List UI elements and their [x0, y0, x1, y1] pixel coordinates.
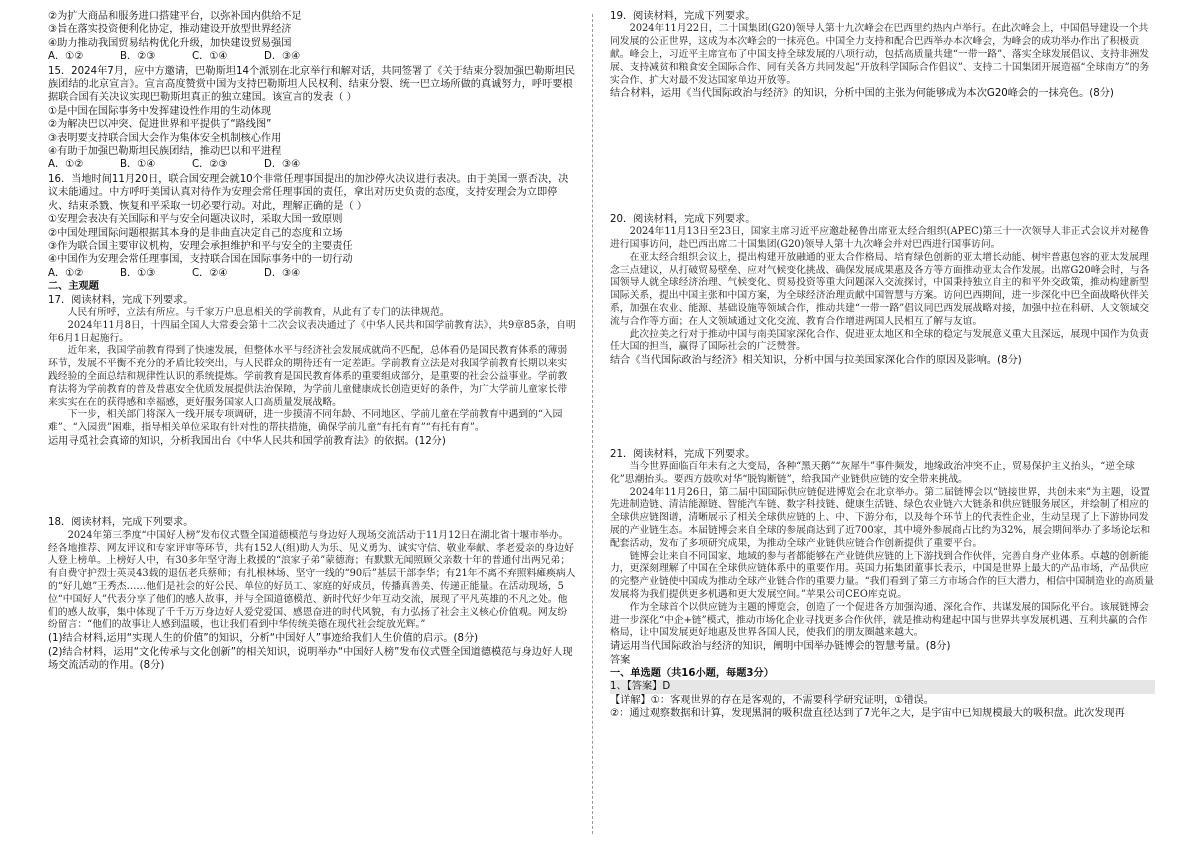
question-19-head: 19．阅读材料，完成下列要求。: [610, 11, 756, 22]
answer-detail: 【详解】①：客观世界的存在是客观的，不需要科学研究证明，①错误。: [610, 694, 934, 706]
answer-detail: ②：通过观察数据和计算，发现黑洞的吸积盘直径达到了7光年之大，是宇宙中已知规模最大的吸积盘。此次发现再: [610, 708, 1125, 720]
question-21-head: 21．阅读材料，完成下列要求。: [610, 448, 756, 460]
material-paragraph: 下一步，相关部门将深入一线开展专项调研，进一步摸清不同年龄、不同地区、学前儿童在学前教育中遇到的“入园难”、“入园贵”困难，指导相关单位采取有针对性的帮扶措施，确保学前儿童“有托有育”“有托有育”。: [48, 409, 563, 434]
material-paragraph: 2024年11月8日，十四届全国人大常委会第十二次会议表决通过了《中华人民共和国学前教育法》，共9章85条，自明年6月1日起施行。: [48, 319, 576, 344]
option-line: ②为扩大商品和服务进口搭建平台，以弥补国内供给不足: [48, 11, 302, 22]
answer-space: [610, 368, 1155, 448]
choice-row: [48, 50, 576, 63]
choice-row: [48, 158, 576, 171]
option-line: ①安理会表决有关国际和平与安全问题决议时，采取大国一致原则: [48, 214, 343, 226]
choice-a: A．①②: [48, 267, 84, 279]
material-paragraph: 链博会让来自不同国家、地域的参与者都能够在产业链供应链的上下游找到合作伙伴，完善自身产业体系。卓越的创新能力，更深刻理解了中国在全球供应链体系中的重要作用。英国力拓集团董事长表示，中国是世界上最大的产品市场，产品供应的完整产业链使中国成为推动全球产业链合作的重要力量。“我们看到了第三方市场合作的巨大潜力，相信中国制造业的高质量发展将为我们提供更多机遇和更大发展空间。”苹果公司CEO库克说。: [610, 550, 1154, 600]
question-18-ask-2: (2)结合材料，运用“文化传承与文化创新”的相关知识，说明举办“中国好人榜”发布仪式暨全国道德模范与身边好人现场交流活动的作用。(8分): [48, 646, 573, 671]
choice-c: C．②③: [192, 159, 228, 171]
question-15-stem: 15．2024年7月，应中方邀请，巴勒斯坦14个派别在北京举行和解对话，共同签署了《关于结束分裂加强巴勒斯坦民族团结的北京宣言》。宣言高度赞赏中国为支持巴勒斯坦人民权利、结束分裂、统一巴立场所做的真诚努力，呼吁要根据联合国有关决议实现巴勒斯坦真正的独立建国。该宣言的发表（ ）: [48, 65, 575, 104]
material-paragraph: 近年来，我国学前教育得到了快速发展，但整体水平与经济社会发展成就尚不匹配，总体看仍是国民教育体系的薄弱环节，发展不平衡不充分的矛盾比较突出，与人民群众的期待还有一定差距。学前教育立法是对我国学前教育长期以来实践经验的全面总结和规律性认识的系统提炼。学前教育是国民教育体系的重要组成部分，是重要的社会公益事业。学前教育法将为学前教育的普及普惠安全优质发展提供法治保障，为学前儿童健康成长创造更好的条件，为广大学前儿童家长带来实实在在的获得感和幸福感，更好服务国家人口高质量发展战略。: [48, 345, 568, 408]
option-line: ③表明要支持联合国大会作为集体安全机制核心作用: [48, 132, 282, 144]
choice-b: B．②③: [120, 51, 156, 63]
option-line: ④中国作为安理会常任理事国，支持联合国在国际事务中的一切行动: [48, 254, 353, 266]
material-paragraph: 作为全球首个以供应链为主题的博览会，创造了一个促进各方加强沟通、深化合作、共谋发展的国际化平台。该展链博会进一步深化“中企+链”模式，推动市场化企业寻找更多合作伙伴，就是推动构建起中国与世界共享发展机遇、互利共赢的合作格局，让中国发展更好地惠及世界各国人民，使我们的朋友圈越来越大。: [610, 601, 1149, 639]
option-line: ④助力推动我国贸易结构优化升级，加快建设贸易强国: [48, 37, 292, 49]
answer-space: [610, 101, 1155, 213]
material-paragraph: 当今世界面临百年未有之大变局，各种“黑天鹅”“灰犀牛”事件频发，地缘政治冲突不止，贸易保护主义抬头，“逆全球化”思潮抬头。要西方鼓吹对华“脱钩断链”，给我国产业链供应链的安全带来挑战。: [610, 460, 1135, 485]
option-line: ③作为联合国主要审议机构，安理会承担维护和平与安全的主要责任: [48, 240, 353, 252]
question-18-head: 18．阅读材料，完成下列要求。: [48, 517, 194, 529]
choice-row: [48, 267, 576, 280]
choice-a: A．①②: [48, 51, 84, 63]
question-17-head: 17．阅读材料，完成下列要求。: [48, 294, 194, 306]
material-paragraph: 2024年11月26日，第二届中国国际供应链促进博览会在北京举办。第二届链博会以“链接世界，共创未来”为主题，设置先进制造链、清洁能源链、智能汽车链、数字科技链、健康生活链、绿色农业链六大链条和供应链服务展区，并绘制了相应的全球供应链图谱，清晰展示了相关全球供应链的上、中、下游分布，以及每个环节上的代表性企业，生动呈现了上下游协同发展的产业链生态。本届链博会来自全球的参展商达到了近700家，其中境外参展商占比约为32%，展会期间举办了多场论坛和配套活动，发布了多项研究成果，为推动全球产业链供应链合作创新提供了重要平台。: [610, 486, 1151, 549]
question-17-ask: 运用寻觅社会真谛的知识，分析我国出台《中华人民共和国学前教育法》的依据。(12分): [48, 435, 446, 447]
material-paragraph: 2024年11月22日，二十国集团(G20)领导人第十九次峰会在巴西里约热内卢举行。在此次峰会上，中国倡导建设一个共同发展的公正世界，这成为本次峰会的一抹亮色。中国全力支持和配合巴西举办本次峰会，为峰会的成功举办作出了积极贡献。峰会上，习近平主席宣布了中国支持全球发展的八项行动，包括高质量共建“一带一路”、落实全球发展倡议、支持非洲发展、支持减贫和粮食安全国际合作、同有关各方共同发起“开放科学国际合作倡议”、支持二十国集团开展造福“全球南方”的务实合作、扩大对最不发达国家单边开放等。: [610, 23, 1150, 86]
option-line: ②中国处理国际问题根据其本身的是非曲直决定自己的态度和立场: [48, 227, 343, 239]
choice-d: D．③④: [264, 51, 301, 63]
question-20-head: 20．阅读材料，完成下列要求。: [610, 213, 756, 225]
question-19-ask: 结合材料，运用《当代国际政治与经济》的知识，分析中国的主张为何能够成为本次G20峰会的一抹亮色。(8分): [610, 88, 1114, 100]
choice-d: D．③④: [264, 267, 301, 279]
choice-b: B．①③: [120, 267, 156, 279]
material-paragraph: 在亚太经合组织会议上，提出构建开放融通的亚太合作格局、培育绿色创新的亚太增长动能、树牢普惠包容的亚太发展理念三点建议，从打破贸易壁垒、应对气候变化挑战、确保发展成果惠及各方等方面推动亚太合作发展。出席G20峰会时，与各国领导人就全球经济治理、气候变化、贸易投资等重大问题深入交流探讨，中国秉持独立自主的和平外交政策，推动构建新型国际关系，提出中国主张和中国方案，为全球经济治理贡献中国智慧与方案。访问巴西期间，进一步深化中巴全面战略伙伴关系，加强在农业、能源、基础设施等领域合作，推动共建“一带一路”倡议同巴西发展战略对接，加强中拉在科研、人文领域交流与合作等方面；在人文领域通过文化交流、教育合作增进两国人民相互了解与友谊。: [610, 251, 1150, 327]
material-paragraph: 2024年第三季度“中国好人榜”发布仪式暨全国道德模范与身边好人现场交流活动于11月12日在湖北省十堰市举办。经各地推荐、网友评议和专家评审等环节，共有152人(组)助人为乐、见义勇为、诚实守信、敬业奉献、孝老爱亲的身边好人登上榜单。上榜好人中，有30多年坚守海上救援的“浪家子弟”蒙德海；有默默无闻照顾父亲数十年的普通付出两兄弟；有自费守护烈士英灵43载的退伍老兵蔡师；有扎根林场、坚守一线的“90后”基层干部李华；有21年不离不弃照料瘫痪病人的“好儿媳”王秀杰……他们是社会的好公民、单位的好员工、家庭的好成员，传播真善美、传递正能量。在活动现场，5位“中国好人”代表分享了他们的感人故事，并与全国道德模范、新时代好少年互动交流，展现了平凡英雄的不凡之处。他们的感人故事，集中体现了千千万万身边好人爱党爱国、感恩奋进的时代风貌，有力弘扬了社会主义核心价值观。网友纷纷留言：“他们的故事让人感到温暖，也让我们看到中华传统美德在现代社会绽放光辉。”: [48, 529, 576, 631]
section-heading: 二、主观题: [48, 281, 99, 293]
material-paragraph: 2024年11月13日至23日，国家主席习近平应邀赴秘鲁出席亚太经合组织(APEC)第三十一次领导人非正式会议并对秘鲁进行国事访问，赴巴西出席二十国集团(G20)领导人第十九次峰会并对巴西进行国事访问。: [610, 226, 1150, 250]
option-line: ④有助于加强巴勒斯坦民族团结，推动巴以和平进程: [48, 146, 282, 158]
answer-label: 答案: [610, 654, 631, 666]
answer-section-heading: 一、单选题（共16小题，每题3分）: [610, 667, 774, 679]
option-line: ②为解决巴以冲突、促进世界和平提供了“路线图”: [48, 119, 272, 131]
answer-line: 1、【答案】D: [610, 680, 1155, 693]
choice-b: B．①④: [120, 159, 156, 171]
column-divider: [592, 14, 593, 834]
question-16-stem: 16．当地时间11月20日，联合国安理会就10个非常任理事国提出的加沙停火决议进行表决。由于美国一票否决，决议未能通过。中方呼吁美国认真对待作为安理会常任理事国的责任，拿出对历史负责的态度，支持安理会为立即停火、结束杀戮、恢复和平采取一切必要行动。对此，理解正确的是（ ）: [48, 173, 569, 212]
option-line: ③旨在落实投资便利化协定，推动建设开放型世界经济: [48, 24, 292, 36]
choice-d: D．③④: [264, 159, 301, 171]
question-21-ask: 请运用当代国际政治与经济的知识，阐明中国举办链博会的智慧考量。(8分): [610, 641, 951, 653]
option-line: ①是中国在国际事务中发挥建设性作用的生动体现: [48, 105, 272, 117]
question-18-ask-1: (1)结合材料,运用“实现人生的价值”的知识，分析“中国好人”事迹给我们人生价值的启示。(8分): [48, 633, 479, 645]
material-paragraph: 人民有所呼，立法有所应。与千家万户息息相关的学前教育，从此有了专门的法律规范。: [67, 306, 450, 318]
choice-a: A．①②: [48, 159, 84, 171]
material-paragraph: 此次拉美之行对于推动中国与南美国家深化合作、促进亚太地区和全球的稳定与发展意义重大且深远，展现中国作为负责任大国的担当，赢得了国际社会的广泛赞誉。: [610, 328, 1149, 353]
right-column: [610, 10, 1155, 721]
choice-c: C．②④: [192, 267, 228, 279]
choice-c: C．①④: [192, 51, 228, 63]
answer-space: [48, 448, 576, 516]
question-20-ask: 结合《当代国际政治与经济》相关知识，分析中国与拉美国家深化合作的原因及影响。(8分): [610, 355, 1022, 367]
left-column: [48, 10, 576, 672]
